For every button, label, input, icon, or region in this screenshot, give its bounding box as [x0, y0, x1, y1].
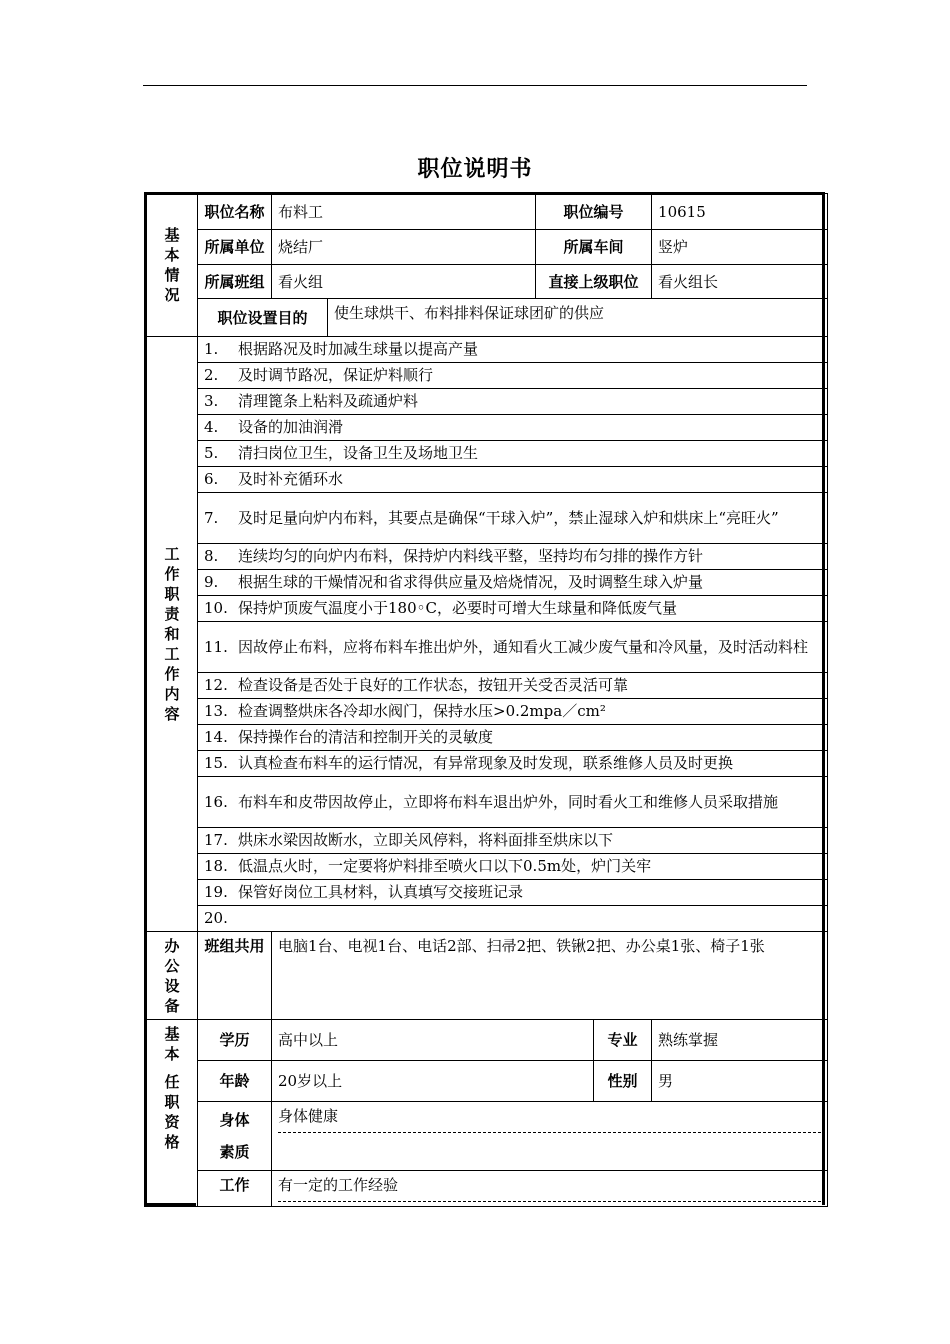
- duty-item: 7. 及时足量向炉内布料，其要点是确保“干球入炉”，禁止湿球入炉和烘床上“亮旺火”: [198, 493, 828, 544]
- superior-value: 看火组长: [652, 265, 828, 299]
- workshop-label: 所属车间: [536, 230, 652, 265]
- shared-equipment-value: 电脑1台、电视1台、电话2部、扫帚2把、铁锹2把、办公桌1张、椅子1张: [272, 932, 828, 1020]
- dashed-fill-line: [278, 1201, 821, 1202]
- duty-item: 6. 及时补充循环水: [198, 467, 828, 493]
- work-experience-value: 有一定的工作经验: [272, 1171, 828, 1207]
- duty-item: 16. 布料车和皮带因故停止，立即将布料车退出炉外，同时看火工和维修人员采取措施: [198, 777, 828, 828]
- duty-item: 3. 清理篦条上粘料及疏通炉料: [198, 389, 828, 415]
- duty-item: 19. 保管好岗位工具材料，认真填写交接班记录: [198, 880, 828, 906]
- section-qualifications: 基 本 任 职 资 格: [146, 1020, 198, 1207]
- age-label: 年龄: [198, 1061, 272, 1102]
- duty-item: 13. 检查调整烘床各冷却水阀门，保持水压>0.2mpa／cm²: [198, 699, 828, 725]
- dashed-fill-line: [278, 1132, 821, 1133]
- position-name-label: 职位名称: [198, 194, 272, 230]
- duty-item: 15. 认真检查布料车的运行情况，有异常现象及时发现，联系维修人员及时更换: [198, 751, 828, 777]
- unit-value: 烧结厂: [272, 230, 536, 265]
- team-label: 所属班组: [198, 265, 272, 299]
- duty-item: 11. 因故停止布料，应将布料车推出炉外，通知看火工减少废气量和冷风量，及时活动料柱: [198, 622, 828, 673]
- duty-item: 4. 设备的加油润滑: [198, 415, 828, 441]
- job-description-table: [144, 193, 828, 1207]
- duty-item: 8. 连续均匀的向炉内布料，保持炉内料线平整，坚持均布匀排的操作方针: [198, 544, 828, 570]
- major-value: 熟练掌握: [652, 1020, 828, 1061]
- age-value: 20岁以上: [272, 1061, 594, 1102]
- duty-item: 9. 根据生球的干燥情况和省求得供应量及焙烧情况，及时调整生球入炉量: [198, 570, 828, 596]
- duty-item: 18. 低温点火时，一定要将炉料排至喷火口以下0.5m处，炉门关牢: [198, 854, 828, 880]
- duty-item: 12. 检查设备是否处于良好的工作状态，按钮开关受否灵活可靠: [198, 673, 828, 699]
- section-duties: 工 作 职 责 和 工 作 内 容: [146, 337, 198, 932]
- duty-item: 2. 及时调节路况，保证炉料顺行: [198, 363, 828, 389]
- physical-label: 身体 素质: [198, 1102, 272, 1171]
- gender-value: 男: [652, 1061, 828, 1102]
- work-experience-label: 工作: [198, 1171, 272, 1207]
- gender-label: 性别: [594, 1061, 652, 1102]
- duty-item: 14. 保持操作台的清洁和控制开关的灵敏度: [198, 725, 828, 751]
- duty-item: 10. 保持炉顶废气温度小于180◦C，必要时可增大生球量和降低废气量: [198, 596, 828, 622]
- section-basic-info: 基 本 情 况: [146, 194, 198, 337]
- duty-item: 17. 烘床水梁因故断水，立即关风停料，将料面排至烘床以下: [198, 828, 828, 854]
- purpose-value: 使生球烘干、布料排料保证球团矿的供应: [328, 299, 828, 337]
- position-name-value: 布料工: [272, 194, 536, 230]
- table-right-border: [822, 193, 825, 1205]
- duty-item: 20.: [198, 906, 828, 932]
- document-title: 职位说明书: [417, 157, 533, 182]
- table-bottom-border: [144, 1203, 196, 1206]
- section-office-equipment: 办 公 设 备: [146, 932, 198, 1020]
- position-code-label: 职位编号: [536, 194, 652, 230]
- table-top-border: [144, 192, 825, 195]
- position-code-value: 10615: [652, 194, 828, 230]
- education-label: 学历: [198, 1020, 272, 1061]
- purpose-label: 职位设置目的: [198, 299, 328, 337]
- header-rule: [143, 85, 807, 86]
- education-value: 高中以上: [272, 1020, 594, 1061]
- team-value: 看火组: [272, 265, 536, 299]
- shared-equipment-label: 班组共用: [198, 932, 272, 1020]
- duty-item: 5. 清扫岗位卫生，设备卫生及场地卫生: [198, 441, 828, 467]
- unit-label: 所属单位: [198, 230, 272, 265]
- workshop-value: 竖炉: [652, 230, 828, 265]
- superior-label: 直接上级职位: [536, 265, 652, 299]
- major-label: 专业: [594, 1020, 652, 1061]
- physical-value: 身体健康: [272, 1102, 828, 1171]
- duty-item: 1. 根据路况及时加减生球量以提高产量: [198, 337, 828, 363]
